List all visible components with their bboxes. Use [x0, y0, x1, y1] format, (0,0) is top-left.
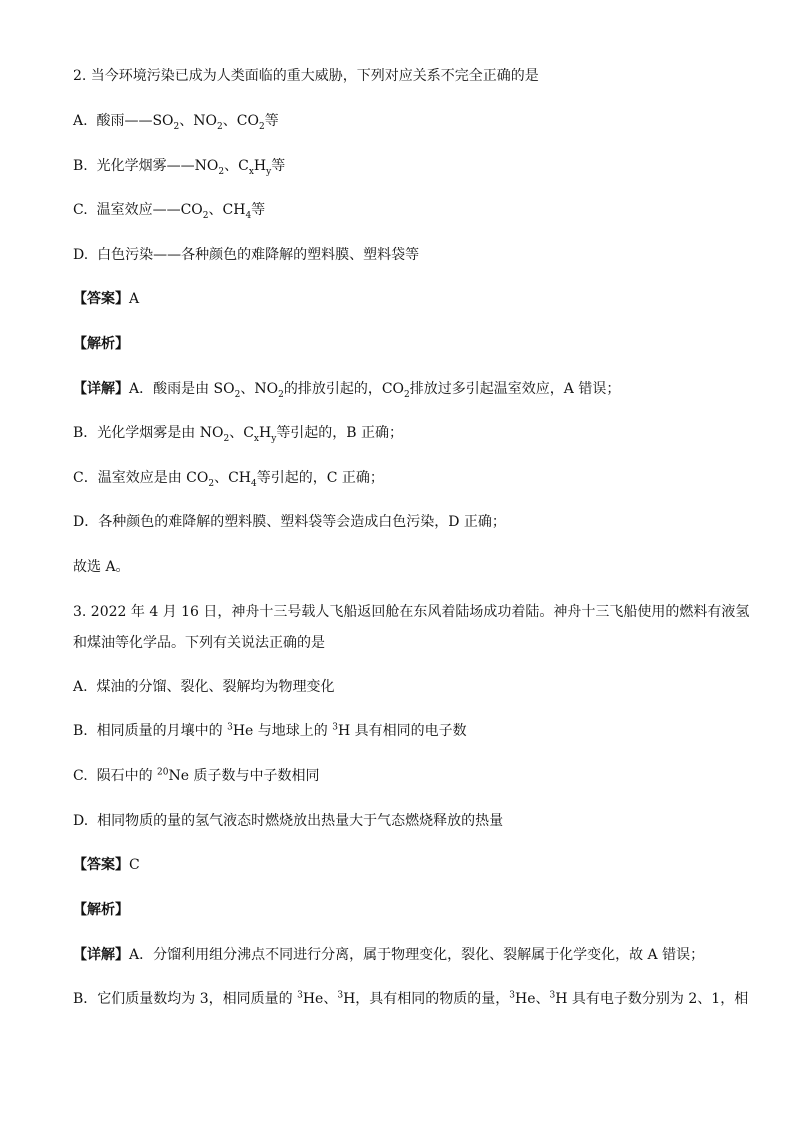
q3-detail-2: B．它们质量数均为 3，相同质量的 $^3$He、$^3$H，具有相同的物质的量，$^3$He、$^3$H 具有电子数分别为 2、1，相 — [73, 990, 749, 1007]
q2-detail-1: 【详解】A．酸雨是由 $SO_2$、$NO_2$的排放引起的，$CO_2$排放过多引起温室效应，A 错误； — [73, 381, 621, 400]
q2-option-c: C. 温室效应$——CO_2$、$CH_4$等 — [73, 202, 266, 221]
q2-detail-2: B．光化学烟雾是由 $NO_2$、$C_xH_y$等引起的，B 正确； — [73, 425, 404, 444]
q3-option-b: B. 相同质量的月壤中的 $^3$He 与地球上的 $^3$H 具有相同的电子数 — [73, 722, 467, 739]
q3-analysis-tag: 【解析】 — [73, 902, 129, 918]
q3-answer: 【答案】C — [73, 857, 140, 873]
q2-option-d: D. 白色污染——各种颜色的难降解的塑料膜、塑料袋等 — [73, 247, 420, 263]
q3-option-c: C. 陨石中的 $^{20}$Ne 质子数与中子数相同 — [73, 767, 320, 784]
q2-answer — [73, 290, 139, 308]
q2-detail-4: D．各种颜色的难降解的塑料膜、塑料袋等会造成白色污染，D 正确； — [73, 514, 506, 530]
q2-analysis-tag: 【解析】 — [73, 336, 129, 352]
q2-option-b: B. 光化学烟雾$——NO_2$、$C_xH_y$等 — [73, 158, 286, 177]
q2-detail-3: C．温室效应是由 $CO_2$、$CH_4$等引起的，C 正确； — [73, 470, 384, 489]
q2-conclusion: 故选 A。 — [73, 559, 130, 575]
q3-detail-1: 【详解】A．分馏利用组分沸点不同进行分离，属于物理变化，裂化、裂解属于化学变化，故 A 错误； — [73, 947, 705, 963]
answer-value: A — [129, 291, 140, 307]
q3-option-a: A. 煤油的分馏、裂化、裂解均为物理变化 — [73, 679, 335, 695]
q3-option-d: D. 相同物质的量的氢气液态时燃烧放出热量大于气态燃烧释放的热量 — [73, 813, 504, 829]
q2-option-a: A. 酸雨$——SO_2$、$NO_2$、$CO_2$等 — [73, 113, 279, 132]
q3-stem-line-1: 3. 2022 年 4 月 16 日，神舟十三号载人飞船返回舱在东风着陆场成功着陆。神舟十三飞船使用的燃料有液氢 — [73, 604, 750, 620]
q3-stem-line-2: 和煤油等化学品。下列有关说法正确的是 — [73, 635, 325, 651]
answer-tag: 【答案】 — [73, 291, 129, 307]
q2-stem: 2. 当今环境污染已成为人类面临的重大威胁，下列对应关系不完全正确的是 — [73, 68, 539, 84]
